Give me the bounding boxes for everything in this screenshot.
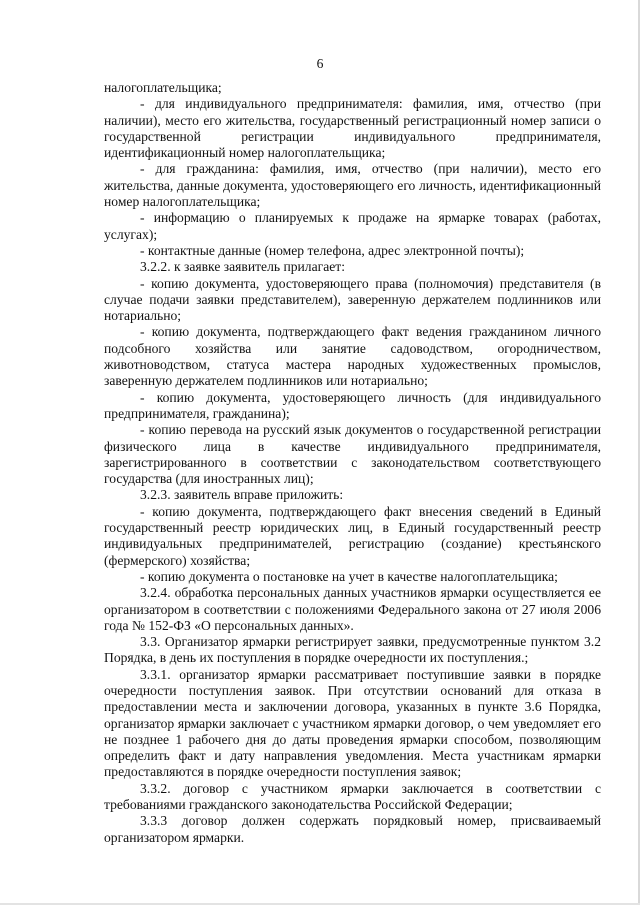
paragraph: 3.3.2. договор с участником ярмарки заключается в соответствии с требованиями гражданского законодательства Российской Федерации; <box>104 780 601 813</box>
page-number: 6 <box>316 56 324 71</box>
paragraph: 3.3. Организатор ярмарки регистрирует заявки, предусмотренные пунктом 3.2 Порядка, в день их поступления в порядке очередности их поступления.; <box>104 634 601 666</box>
paragraph: - копию документа, подтверждающего факт внесения сведений в Единый государственный реестр юридических лиц, в Единый государственный реестр индивидуальных предпринимателей, регистрацию (создание) крестьянского (фермерского) хозяйства; <box>104 503 601 568</box>
paragraph: - копию документа, удостоверяющего личность (для индивидуального предпринимателя, гражданина); <box>104 389 601 421</box>
paragraph: - копию документа о постановке на учет в качестве налогоплательщика; <box>140 568 558 584</box>
paragraph: 3.3.1. организатор ярмарки рассматривает поступившие заявки в порядке очередности поступления заявок. При отсутствии оснований для отказа в предоставлении места и заключении договора, указанных в пункте 3.6 Порядка, организатор ярмарки заключает с участником ярмарки договор, о чем уведомляет его не позднее 1 рабочего дня до даты проведения ярмарки способом, позволяющим определить факт и дату направления уведомления. Места участникам ярмарки предоставляются в порядке очередности поступления заявок; <box>104 666 601 780</box>
paragraph: - копию документа, удостоверяющего права (полномочия) представителя (в случае подачи заявки представителем), заверенную держателем подлинников или нотариально; <box>104 275 601 324</box>
paragraph: - информацию о планируемых к продаже на ярмарке товарах (работах, услугах); <box>104 210 601 242</box>
paragraph: - для гражданина: фамилия, имя, отчество (при наличии), место его жительства, данные документа, удостоверяющего его личность, идентификационный номер налогоплательщика; <box>104 161 601 210</box>
document-body <box>104 80 601 846</box>
paragraph: - для индивидуального предпринимателя: фамилия, имя, отчество (при наличии), место его жительства, государственный регистрационный номер записи о государственной регистрации индивидуального предпринимателя, идентификационный номер налогоплательщика; <box>104 96 601 161</box>
paragraph: 3.2.2. к заявке заявитель прилагает: <box>140 259 345 275</box>
paragraph: 3.2.3. заявитель вправе приложить: <box>140 487 344 503</box>
paragraph: - копию перевода на русский язык документов о государственной регистрации физического лица в качестве индивидуального предпринимателя, зарегистрированного в соответствии с законодательством соответствующего государства (для иностранных лиц); <box>104 422 601 487</box>
paragraph: 3.3.3 договор должен содержать порядковый номер, присваиваемый организатором ярмарки. <box>104 813 601 845</box>
paragraph: налогоплательщика; <box>104 80 222 95</box>
paragraph: - копию документа, подтверждающего факт ведения гражданином личного подсобного хозяйства или занятие садоводством, огородничеством, животноводством, статуса мастера народных художественных промыслов, заверенную держателем подлинников или нотариально; <box>104 324 601 389</box>
paragraph: 3.2.4. обработка персональных данных участников ярмарки осуществляется ее организатором в соответствии с положениями Федерального закона от 27 июля 2006 года № 152-ФЗ «О персональных данных». <box>104 585 601 633</box>
paragraph: - контактные данные (номер телефона, адрес электронной почты); <box>140 242 525 258</box>
